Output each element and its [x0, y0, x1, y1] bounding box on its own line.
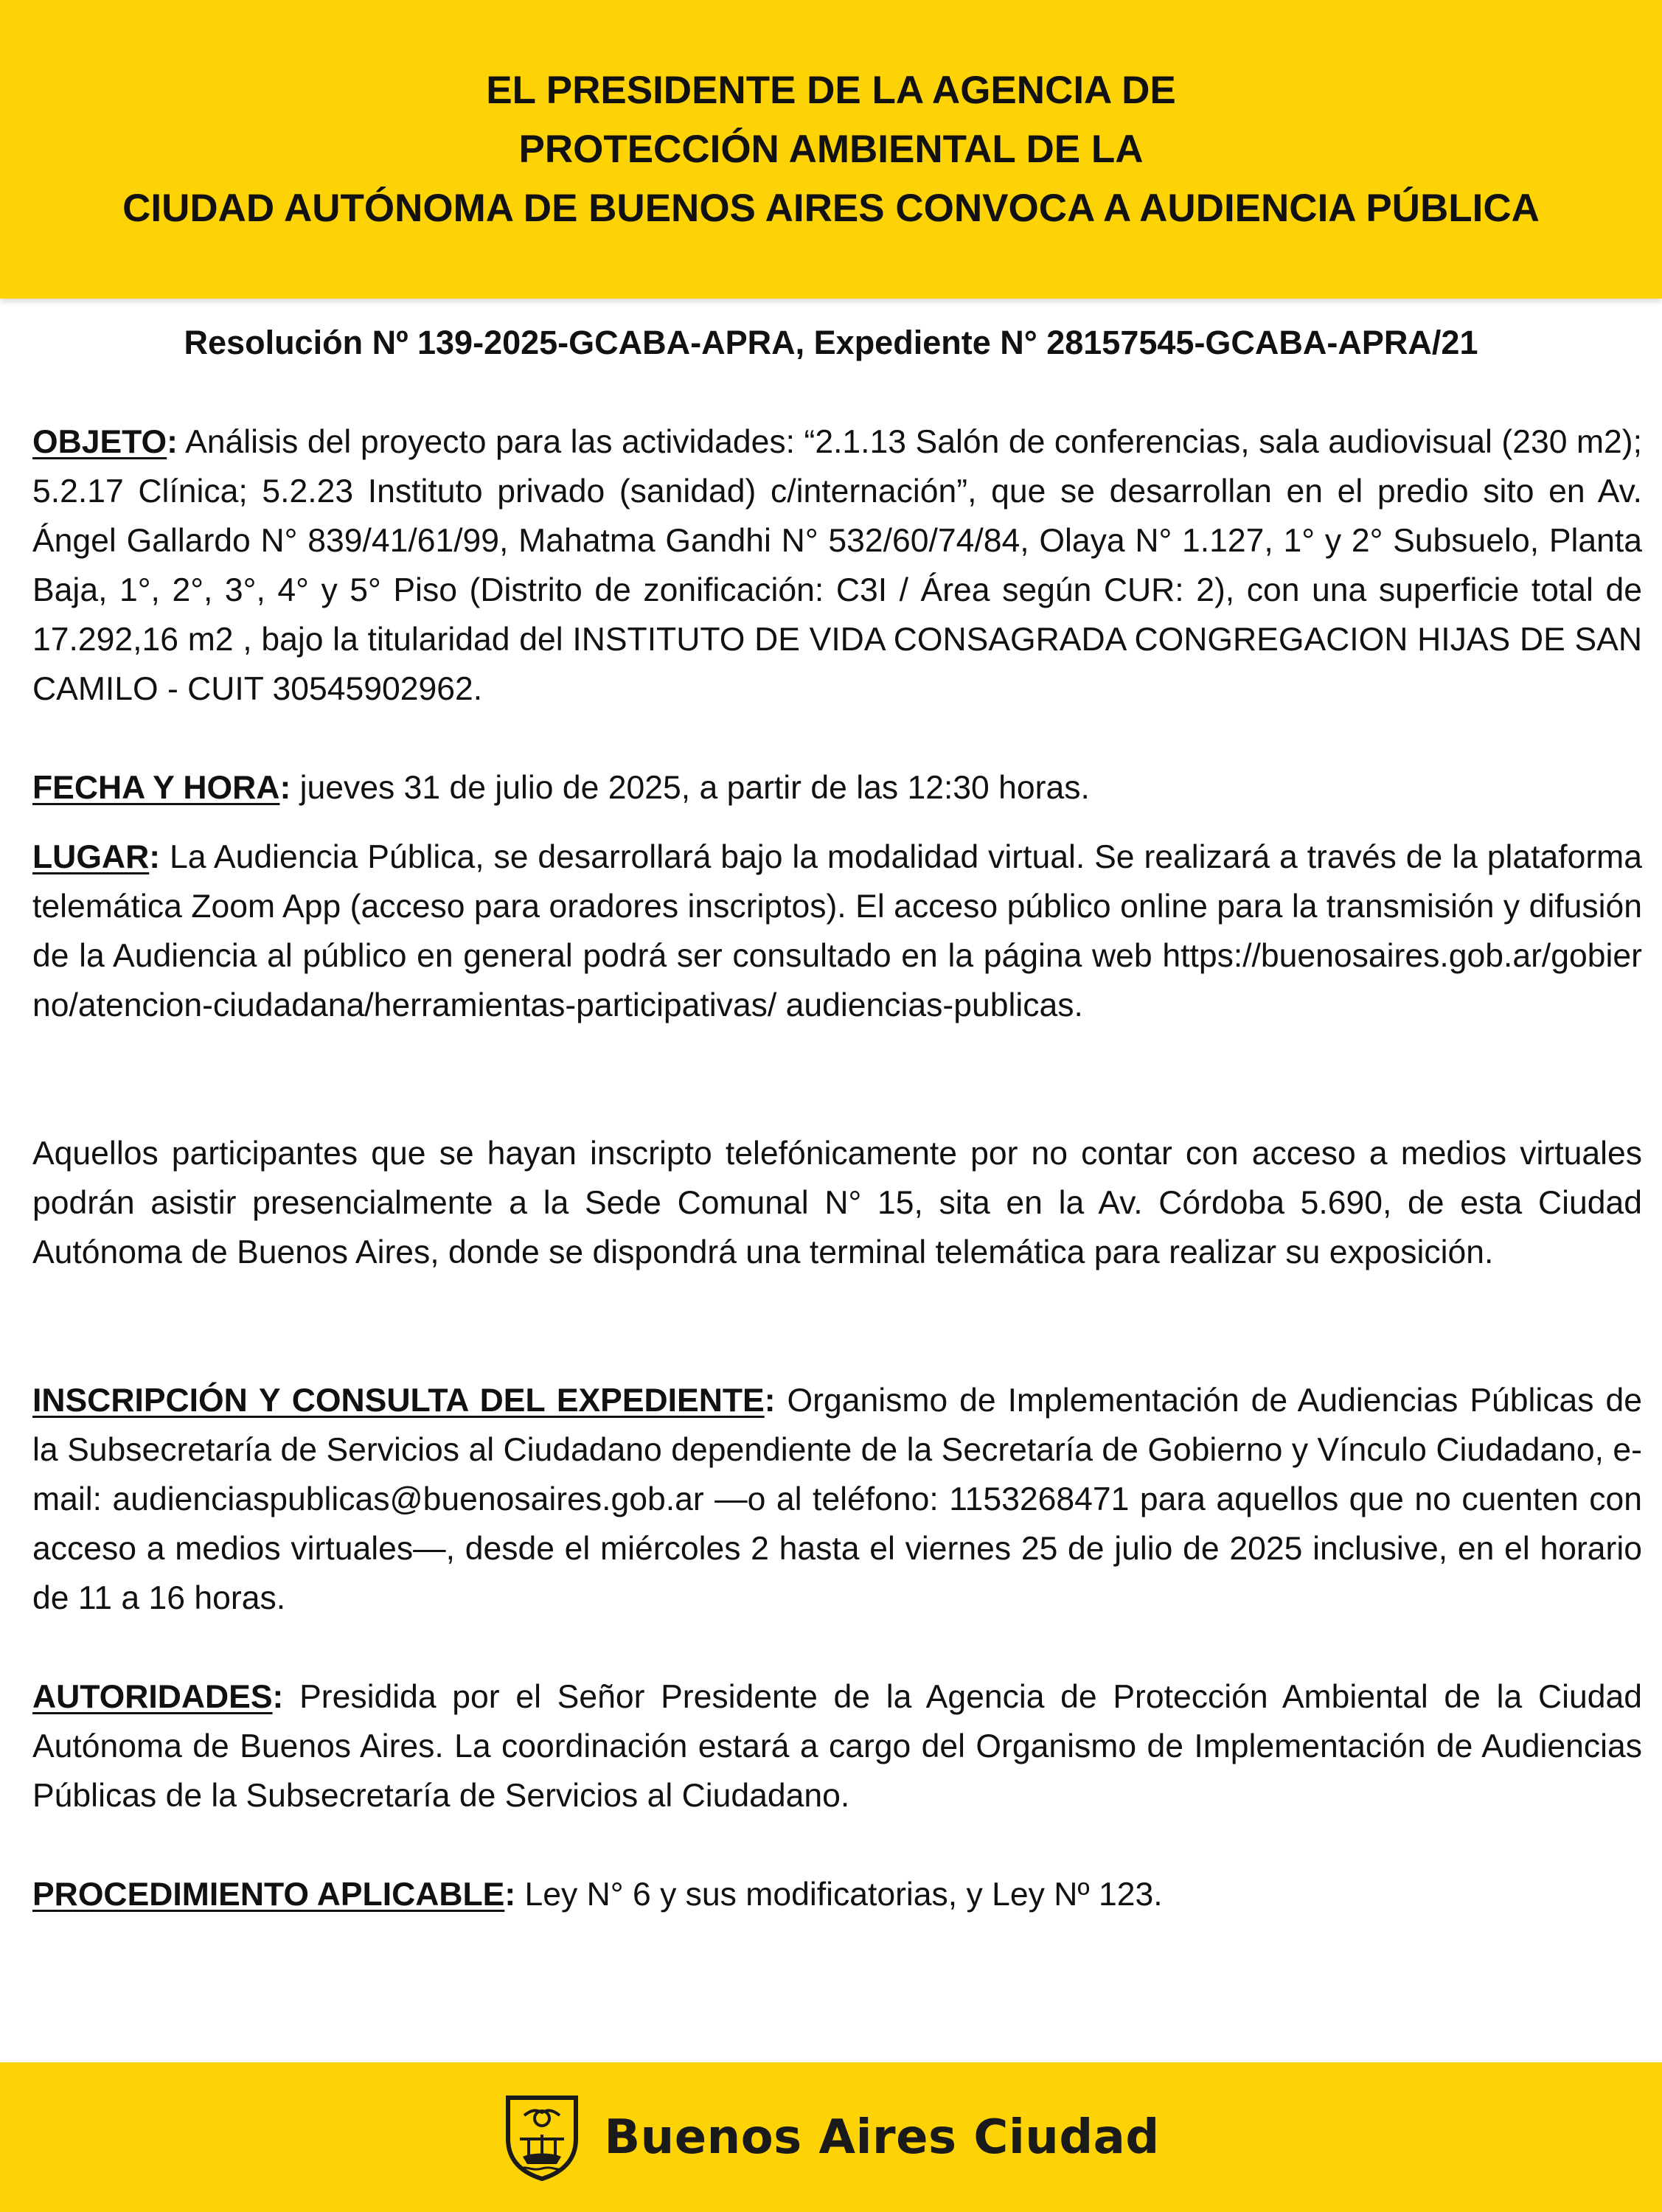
section-procedimiento: PROCEDIMIENTO APLICABLE: Ley N° 6 y sus modificatorias, y Ley Nº 123. — [32, 1877, 1163, 1913]
logo-wordmark: Buenos Aires Ciudad — [604, 2110, 1160, 2165]
objeto-label: OBJETO — [32, 424, 167, 460]
notice-body — [32, 417, 1642, 1919]
autoridades-label: AUTORIDADES — [32, 1679, 273, 1715]
section-participantes — [32, 1129, 1642, 1277]
procedimiento-text: Ley N° 6 y sus modificatorias, y Ley Nº 123. — [524, 1877, 1163, 1913]
lugar-url-link[interactable]: https://buenosaires.gob.ar/gobierno/atencion-ciudadana/herramientas-participativas/ audiencias-publicas. — [32, 938, 1642, 1023]
lugar-label: LUGAR — [32, 839, 150, 875]
header-title-line-3: CIUDAD AUTÓNOMA DE BUENOS AIRES CONVOCA A AUDIENCIA PÚBLICA — [122, 186, 1540, 230]
section-lugar: LUGAR: La Audiencia Pública, se desarrollará bajo la modalidad virtual. Se realizará a través de la plataforma telemática Zoom App (acceso para oradores inscriptos). El acceso público online para la transmisión y difusión de la Audiencia al público en general podrá ser consultado en la página web https://buenosaires.gob.ar/gobierno/atencion-ciudadana/herramientas-participativas/ audiencias-publicas. — [32, 839, 1642, 1023]
header-title-line-1: EL PRESIDENTE DE LA AGENCIA DE — [486, 68, 1176, 112]
lugar-text: La Audiencia Pública, se desarrollará bajo la modalidad virtual. Se realizará a través de la plataforma telemática Zoom App (acceso para oradores inscriptos). El acceso público online para la transmisión y difusión de la Audiencia al público en general podrá ser consultado en la página web — [32, 839, 1642, 974]
header-title-line-2: PROTECCIÓN AMBIENTAL DE LA — [518, 127, 1144, 171]
section-inscripcion: INSCRIPCIÓN Y CONSULTA DEL EXPEDIENTE: Organismo de Implementación de Audiencias Públicas de la Subsecretaría de Servicios al Ciudadano dependiente de la Secretaría de Gobierno y Vínculo Ciudadano, e-mail: audienciaspublicas@buenosaires.gob.ar —o al teléfono: 1153268471 para aquellos que no cuenten con acceso a medios virtuales—, desde el miércoles 2 hasta el viernes 25 de julio de 2025 inclusive, en el horario de 11 a 16 horas. — [32, 1382, 1642, 1616]
inscripcion-label: INSCRIPCIÓN Y CONSULTA DEL EXPEDIENTE — [32, 1382, 765, 1419]
inscripcion-text: Organismo de Implementación de Audiencias Públicas de la Subsecretaría de Servicios al Ciudadano dependiente de la Secretaría de Gobierno y Vínculo Ciudadano, e-mail: audienciaspublicas@buenosaires.gob.ar —o al teléfono: 1153268471 para aquellos que no cuenten con acceso a medios virtuales—, desde el miércoles 2 hasta el viernes 25 de julio de 2025 inclusive, en el horario de 11 a 16 horas. — [32, 1382, 1642, 1616]
participantes-text: Aquellos participantes que se hayan inscripto telefónicamente por no contar con acceso a medios virtuales podrán asistir presencialmente a la Sede Comunal N° 15, sita en la Av. Córdoba 5.690, de esta Ciudad Autónoma de Buenos Aires, donde se dispondrá una terminal telemática para realizar su exposición. — [32, 1135, 1642, 1270]
section-fecha: FECHA Y HORA: jueves 31 de julio de 2025, a partir de las 12:30 horas. — [32, 770, 1090, 806]
section-objeto: OBJETO: Análisis del proyecto para las actividades: “2.1.13 Salón de conferencias, sala audiovisual (230 m2); 5.2.17 Clínica; 5.2.23 Instituto privado (sanidad) c/internación”, que se desarrollan en el predio sito en Av. Ángel Gallardo N° 839/41/61/99, Mahatma Gandhi N° 532/60/74/84, Olaya N° 1.127, 1° y 2° Subsuelo, Planta Baja, 1°, 2°, 3°, 4° y 5° Piso (Distrito de zonificación: C3I / Área según CUR: 2), con una superficie total de 17.292,16 m2 , bajo la titularidad del INSTITUTO DE VIDA CONSAGRADA CONGREGACION HIJAS DE SAN CAMILO - CUIT 30545902962. — [32, 424, 1642, 707]
fecha-text: jueves 31 de julio de 2025, a partir de las 12:30 horas. — [299, 770, 1090, 806]
city-coat-of-arms-icon — [502, 2093, 582, 2182]
autoridades-text: Presidida por el Señor Presidente de la Agencia de Protección Ambiental de la Ciudad Autónoma de Buenos Aires. La coordinación estará a cargo del Organismo de Implementación de Audiencias Públicas de la Subsecretaría de Servicios al Ciudadano. — [32, 1679, 1642, 1814]
fecha-label: FECHA Y HORA — [32, 770, 280, 806]
procedimiento-label: PROCEDIMIENTO APLICABLE — [32, 1877, 505, 1913]
footer-banner — [0, 2062, 1662, 2212]
resolution-title: Resolución Nº 139-2025-GCABA-APRA, Expediente N° 28157545-GCABA-APRA/21 — [184, 324, 1478, 361]
header-banner — [0, 0, 1662, 299]
buenos-aires-ciudad-logo — [502, 2093, 1159, 2182]
objeto-text: Análisis del proyecto para las actividades: “2.1.13 Salón de conferencias, sala audiovisual (230 m2); 5.2.17 Clínica; 5.2.23 Instituto privado (sanidad) c/internación”, que se desarrollan en el predio sito en Av. Ángel Gallardo N° 839/41/61/99, Mahatma Gandhi N° 532/60/74/84, Olaya N° 1.127, 1° y 2° Subsuelo, Planta Baja, 1°, 2°, 3°, 4° y 5° Piso (Distrito de zonificación: C3I / Área según CUR: 2), con una superficie total de 17.292,16 m2 , bajo la titularidad del INSTITUTO DE VIDA CONSAGRADA CONGREGACION HIJAS DE SAN CAMILO - CUIT 30545902962. — [32, 424, 1642, 707]
section-autoridades: AUTORIDADES: Presidida por el Señor Presidente de la Agencia de Protección Ambiental de la Ciudad Autónoma de Buenos Aires. La coordinación estará a cargo del Organismo de Implementación de Audiencias Públicas de la Subsecretaría de Servicios al Ciudadano. — [32, 1679, 1642, 1814]
